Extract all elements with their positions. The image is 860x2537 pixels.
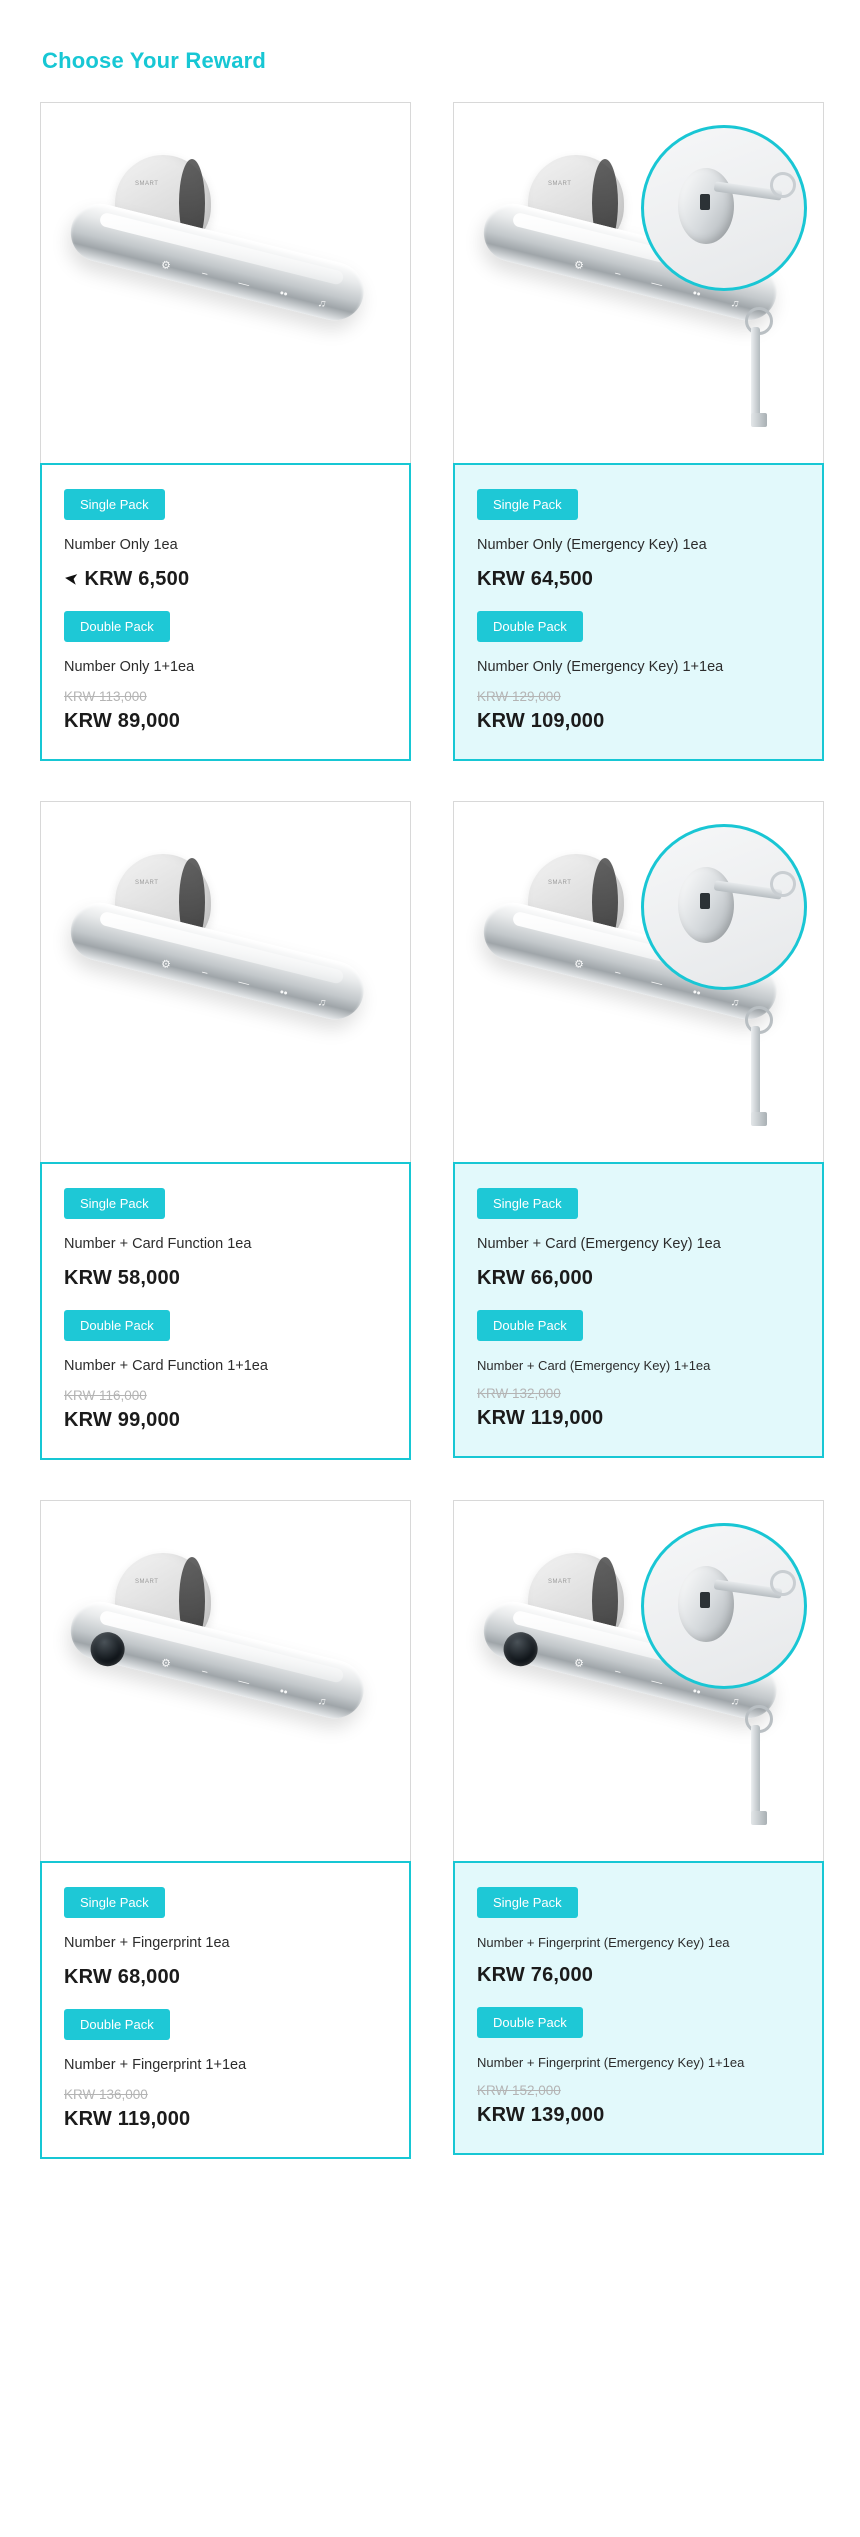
product-options <box>453 1162 824 1458</box>
original-price: KRW 152,000 <box>477 2083 561 2099</box>
option-name: Number Only (Emergency Key) 1ea <box>477 537 707 553</box>
key-icon-1: ⚙ <box>159 957 173 972</box>
product-options <box>453 463 824 761</box>
key-bit <box>751 1811 767 1825</box>
key-icon-3: — <box>650 1675 664 1690</box>
option-name: Number Only 1+1ea <box>64 658 195 675</box>
price-value: KRW 68,000 <box>64 1965 181 1988</box>
product-illustration <box>41 103 410 463</box>
keypad-row <box>160 957 328 1011</box>
mouse-cursor-icon: ➤ <box>62 568 80 589</box>
price-value: KRW 89,000 <box>64 710 181 733</box>
double-pack-badge[interactable]: Double Pack <box>64 2009 170 2040</box>
product-options <box>40 1162 411 1460</box>
single-pack-badge[interactable]: Single Pack <box>477 1887 578 1918</box>
keyhole-slot <box>700 893 710 909</box>
key-shaft <box>751 327 760 423</box>
brand-label: SMART <box>548 880 572 887</box>
price-value: KRW 66,000 <box>477 1266 594 1289</box>
original-price: KRW 132,000 <box>477 1386 561 1402</box>
price <box>64 1409 387 1432</box>
keyhole-zoom-bubble <box>641 1523 807 1689</box>
single-pack-badge[interactable]: Single Pack <box>64 1887 165 1918</box>
original-price: KRW 129,000 <box>477 689 561 705</box>
price <box>64 1267 387 1290</box>
double-pack-badge[interactable]: Double Pack <box>477 2007 583 2038</box>
product-image[interactable] <box>453 1500 824 1861</box>
key-icon-4: •• <box>278 1685 289 1700</box>
double-pack-badge[interactable]: Double Pack <box>64 611 170 642</box>
product-image[interactable] <box>40 102 411 463</box>
option-name: Number + Card (Emergency Key) 1+1ea <box>477 1357 711 1373</box>
key-icon-2: − <box>200 1665 210 1680</box>
price-value: KRW 119,000 <box>64 2108 191 2131</box>
price <box>64 1966 387 1989</box>
option-name: Number + Fingerprint 1+1ea <box>64 2056 247 2073</box>
key-icon-1: ⚙ <box>572 1656 586 1671</box>
key-icon-2: − <box>200 267 210 281</box>
option-name: Number + Fingerprint (Emergency Key) 1ea <box>477 1935 730 1951</box>
key-icon-3: — <box>650 276 664 292</box>
handle-bar <box>65 198 370 327</box>
key-icon-5: ♫ <box>316 296 328 311</box>
product-options <box>40 1861 411 2159</box>
keyhole-slot <box>700 194 710 210</box>
key-icon-5: ♫ <box>316 995 328 1010</box>
price <box>64 710 387 733</box>
product-card[interactable] <box>40 102 411 761</box>
double-pack-badge[interactable]: Double Pack <box>477 611 583 642</box>
key-icon-1: ⚙ <box>159 258 173 273</box>
single-pack-badge[interactable]: Single Pack <box>477 489 578 520</box>
lock-handle <box>60 1578 374 1744</box>
double-pack-badge[interactable]: Double Pack <box>64 1310 170 1341</box>
brand-label: SMART <box>135 880 159 887</box>
key-icon-5: ♫ <box>729 296 741 311</box>
key-bit <box>751 413 767 427</box>
key-icon-4: •• <box>278 986 289 1000</box>
keypad-row <box>160 1656 328 1710</box>
key-icon-4: •• <box>691 287 702 301</box>
single-pack-badge[interactable]: Single Pack <box>64 489 165 520</box>
product-card[interactable] <box>40 801 411 1460</box>
product-options <box>40 463 411 761</box>
keyhole-slot <box>700 1592 710 1608</box>
key-icon-1: ⚙ <box>572 258 586 273</box>
key-icon-2: − <box>200 966 210 981</box>
price-value: KRW 119,000 <box>477 1407 604 1430</box>
product-image[interactable] <box>40 1500 411 1861</box>
lock-handle <box>60 180 374 346</box>
single-pack-badge[interactable]: Single Pack <box>64 1188 165 1219</box>
product-card[interactable] <box>453 801 824 1460</box>
fingerprint-sensor-icon <box>87 1629 128 1670</box>
option-name: Number Only (Emergency Key) 1+1ea <box>477 658 724 675</box>
key-shaft <box>751 1026 760 1122</box>
double-pack-badge[interactable]: Double Pack <box>477 1310 583 1341</box>
product-card[interactable] <box>453 1500 824 2159</box>
brand-label: SMART <box>548 1579 572 1586</box>
price-value: KRW 109,000 <box>477 710 605 733</box>
price <box>477 1267 800 1290</box>
keyhole-zoom-bubble <box>641 125 807 291</box>
product-illustration <box>454 1501 823 1861</box>
product-card[interactable] <box>453 102 824 761</box>
single-pack-badge[interactable]: Single Pack <box>477 1188 578 1219</box>
brand-label: SMART <box>135 1579 159 1586</box>
original-price: KRW 113,000 <box>64 689 147 705</box>
key-icon-3: — <box>650 976 664 991</box>
product-card[interactable] <box>40 1500 411 2159</box>
option-name: Number Only 1ea <box>64 537 178 553</box>
page-title: Choose Your Reward <box>42 48 267 73</box>
brand-label: SMART <box>135 181 159 187</box>
price-value: KRW 64,500 <box>477 567 594 590</box>
handle-bar <box>65 897 370 1026</box>
option-name: Number + Fingerprint 1ea <box>64 1935 230 1952</box>
emergency-key-dangling <box>741 307 771 427</box>
price <box>64 2108 387 2131</box>
price <box>477 710 800 733</box>
product-illustration <box>41 1501 410 1861</box>
key-icon-3: — <box>237 976 251 991</box>
price <box>477 1964 800 1987</box>
key-icon-3: — <box>237 276 251 292</box>
product-illustration <box>41 802 410 1162</box>
lock-handle <box>60 879 374 1045</box>
key-icon-1: ⚙ <box>159 1656 173 1671</box>
price <box>477 2104 800 2127</box>
product-grid <box>40 102 824 2159</box>
key-icon-2: − <box>613 267 623 281</box>
product-image[interactable] <box>40 801 411 1162</box>
brand-label: SMART <box>548 181 572 187</box>
key-icon-5: ♫ <box>316 1695 328 1709</box>
key-icon-5: ♫ <box>729 1695 741 1709</box>
price-value: KRW 139,000 <box>477 2104 605 2127</box>
handle-bar <box>65 1596 370 1725</box>
option-name: Number + Fingerprint (Emergency Key) 1+1ea <box>477 2054 745 2070</box>
original-price: KRW 116,000 <box>64 1388 147 1404</box>
key-icon-2: − <box>613 1665 623 1680</box>
key-icon-4: •• <box>278 287 289 301</box>
key-icon-3: — <box>237 1675 251 1690</box>
product-illustration <box>454 802 823 1162</box>
emergency-key-dangling <box>741 1705 771 1825</box>
option-name: Number + Card (Emergency Key) 1ea <box>477 1236 721 1253</box>
key-icon-4: •• <box>691 1685 702 1700</box>
product-image[interactable] <box>453 801 824 1162</box>
key-icon-1: ⚙ <box>572 957 586 972</box>
price-value: KRW 99,000 <box>64 1409 181 1432</box>
product-options <box>453 1861 824 2155</box>
price-value: KRW 58,000 <box>64 1266 181 1289</box>
keypad-row <box>160 258 328 312</box>
original-price: KRW 136,000 <box>64 2087 148 2103</box>
key-icon-5: ♫ <box>729 995 741 1010</box>
key-shaft <box>751 1725 760 1821</box>
key-icon-4: •• <box>691 986 702 1000</box>
product-illustration <box>454 103 823 463</box>
option-name: Number + Card Function 1+1ea <box>64 1357 268 1374</box>
key-bit <box>751 1112 767 1126</box>
price-value: KRW 6,500 <box>84 567 190 590</box>
option-name: Number + Card Function 1ea <box>64 1236 252 1253</box>
price <box>477 568 800 591</box>
product-image[interactable] <box>453 102 824 463</box>
key-icon-2: − <box>613 966 623 981</box>
keyhole-zoom-bubble <box>641 824 807 990</box>
price-value: KRW 76,000 <box>477 1963 594 1986</box>
price <box>64 568 387 591</box>
fingerprint-sensor-icon <box>500 1629 541 1670</box>
price <box>477 1407 800 1430</box>
emergency-key-dangling <box>741 1006 771 1126</box>
